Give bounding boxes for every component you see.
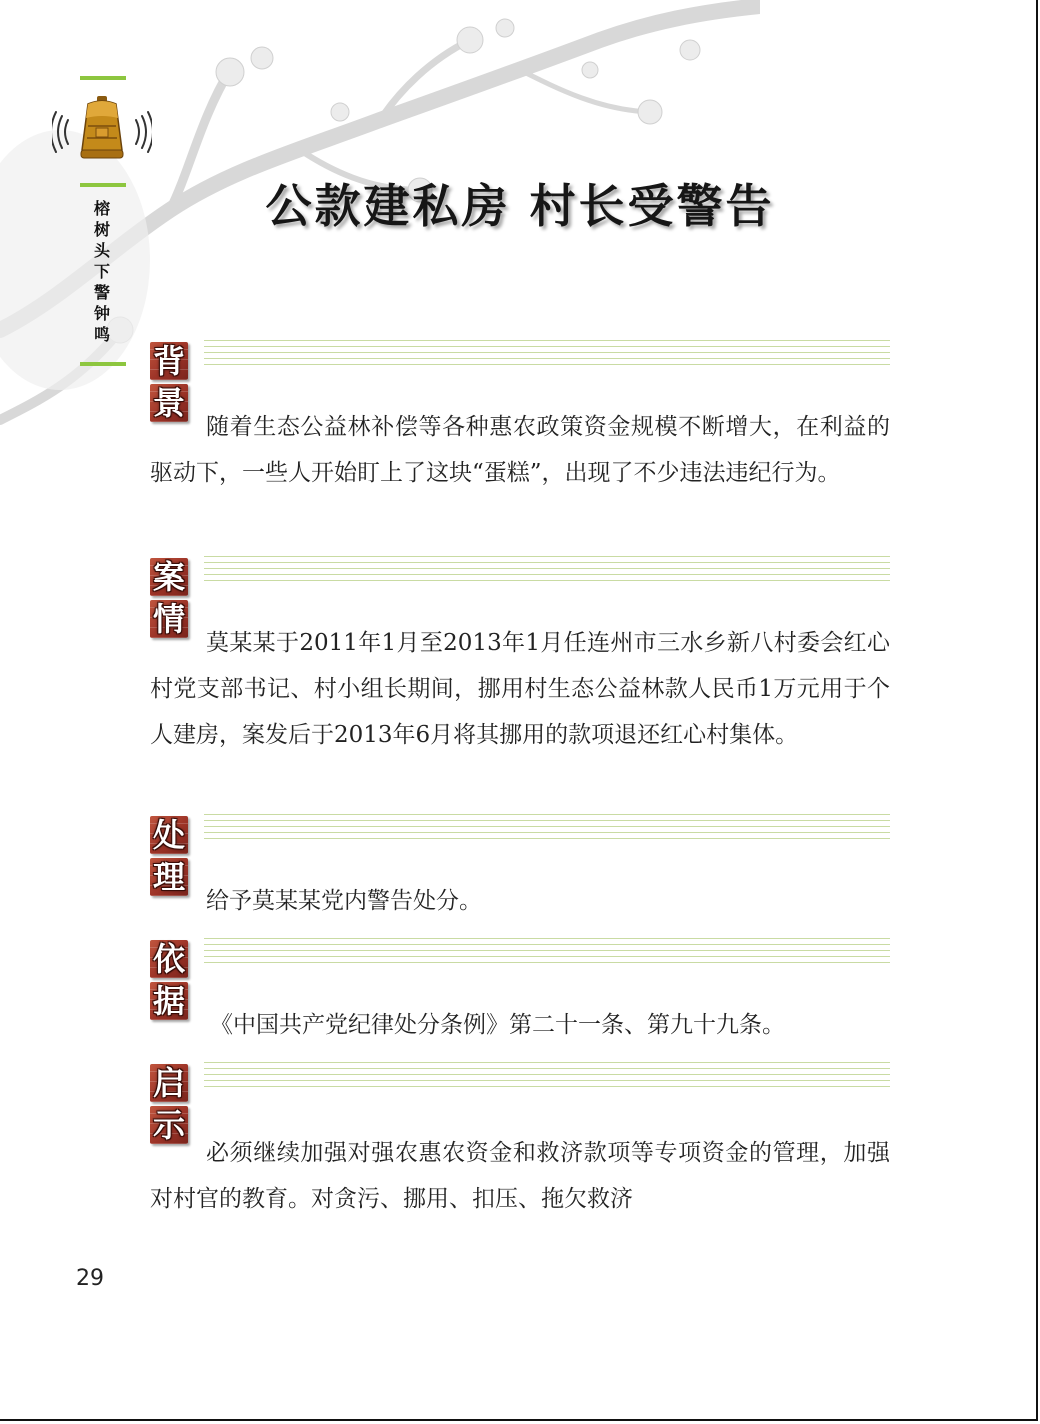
badge-char: 背	[150, 342, 188, 380]
rule-lines	[204, 1062, 890, 1092]
rule-lines	[204, 814, 890, 844]
badge-char: 依	[150, 940, 188, 978]
rule-lines	[204, 938, 890, 968]
badge-char: 情	[150, 600, 188, 638]
section-text: 《中国共产党纪律处分条例》第二十一条、第九十九条。	[210, 1012, 785, 1038]
bell-icon	[52, 96, 152, 168]
badge-char: 理	[150, 858, 188, 896]
series-top-divider	[80, 76, 126, 80]
badge-char: 示	[150, 1106, 188, 1144]
section-text: 必须继续加强对强农惠农资金和救济款项等专项资金的管理，加强对村官的教育。对贪污、挪用、扣压、拖欠救济	[150, 1140, 890, 1212]
rule-lines	[204, 556, 890, 586]
series-bottom-divider	[80, 362, 126, 366]
page-title: 公款建私房 村长受警告	[265, 179, 775, 233]
badge-char: 案	[150, 558, 188, 596]
section-text: 随着生态公益林补偿等各种惠农政策资金规模不断增大，在利益的驱动下，一些人开始盯上了这块“蛋糕”，出现了不少违法违纪行为。	[150, 414, 890, 486]
badge-char: 景	[150, 384, 188, 422]
rule-lines	[204, 340, 890, 370]
section-text: 给予莫某某党内警告处分。	[206, 888, 482, 914]
series-mid-divider	[80, 183, 126, 187]
page-number: 29	[76, 1266, 104, 1291]
section-text: 莫某某于2011年1月至2013年1月任连州市三水乡新八村委会红心村党支部书记、村小组长期间，挪用村生态公益林款人民币1万元用于个人建房，案发后于2013年6月将其挪用的款项退还红心村集体。	[150, 630, 890, 748]
badge-char: 处	[150, 816, 188, 854]
badge-char: 启	[150, 1064, 188, 1102]
series-title: 榕树头下警钟鸣	[93, 199, 110, 344]
badge-char: 据	[150, 982, 188, 1020]
